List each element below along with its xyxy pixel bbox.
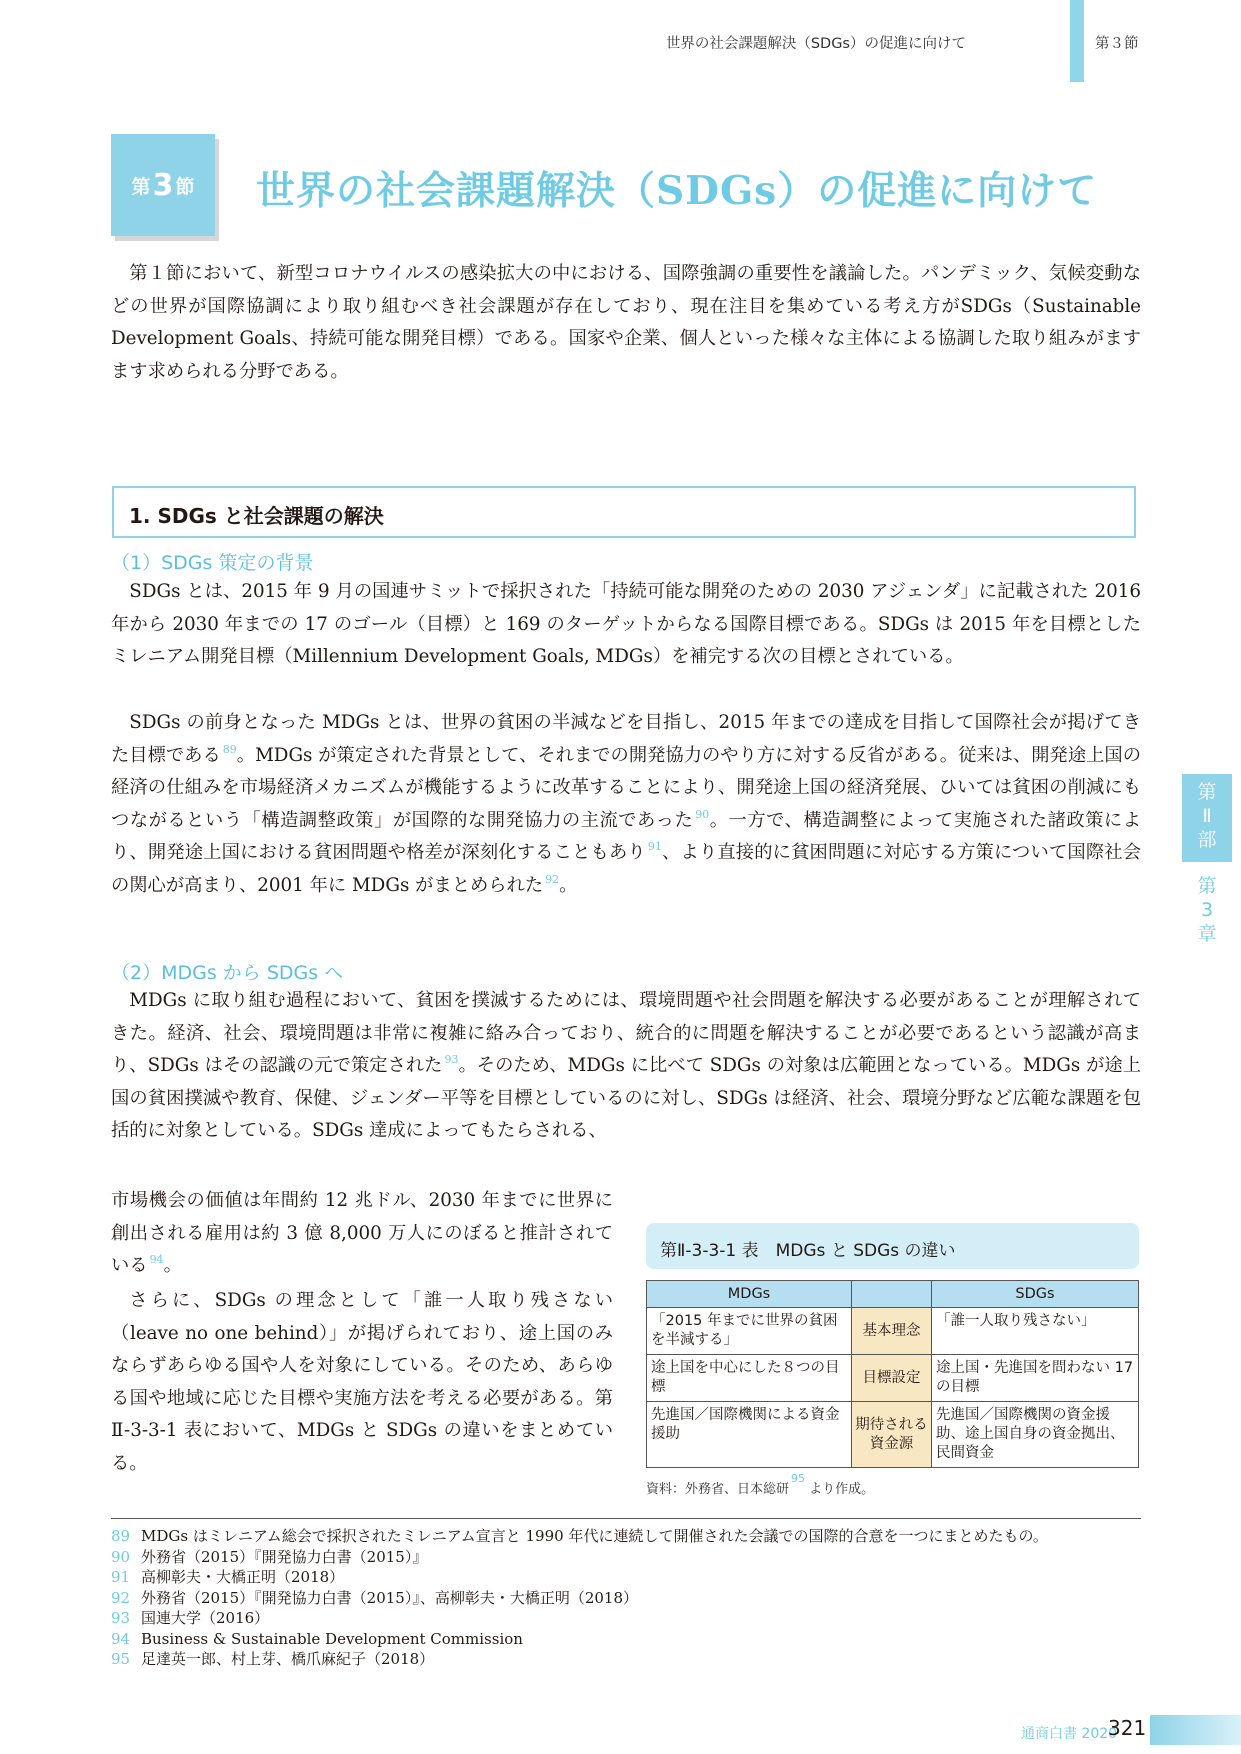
footnote-item <box>111 1547 427 1568</box>
sub2-p1-text-b: 。そのため、MDGs に比べて SDGs の対象は広範囲となっている。MDGs が途上国の貧困撲滅や教育、保健、ジェンダー平等を目標としているのに対し、SDGs は経済、社会、環境分野など広範な課題を包括的に対象としている。SDGs 達成によってもたらされる、 <box>111 1055 1141 1142</box>
section-title: 世界の社会課題解決（SDGs）の促進に向けて <box>256 168 1098 214</box>
footnote-text: Business & Sustainable Development Commission <box>141 1629 523 1648</box>
table-row <box>647 1402 1139 1468</box>
section-badge-pre: 第 <box>131 175 151 198</box>
footnote-ref-93[interactable]: 93 <box>444 1053 459 1067</box>
sub2-p1-text-a: MDGs に取り組む過程において、貧困を撲滅するためには、環境問題や社会問題を解決する必要があることが理解されてきた。経済、社会、環境問題は非常に複雑に絡み合っており、統合的に問題を解決することが必要であるという認識が高まり、SDGs はその認識の元で策定された <box>111 990 1141 1077</box>
sub1-p2-text-e: 。 <box>559 874 578 896</box>
table-caption: 第Ⅱ-3-3-1 表 MDGs と SDGs の違い <box>660 1241 956 1261</box>
sub2-p1-text-d: 。 <box>163 1255 182 1277</box>
sub2-paragraph-2: さらに、SDGs の理念として「誰一人取り残さない（leave no one behind）」が掲げられており、途上国のみならずあらゆる国や人を対象にしている。そのため、あらゆる国や地域に応じた目標や実施方法を考える必要がある。第Ⅱ-3-3-1 表において、MDGs と SDGs の違いをまとめている。 <box>111 1290 613 1474</box>
sub1-p2-text-a: SDGs の前身となった MDGs とは、世界の貧困の半減などを目指し、2015 年までの達成を目指して国際社会が掲げてきた目標である <box>111 712 1141 766</box>
footnote-number: 93 <box>111 1609 131 1627</box>
running-title: 世界の社会課題解決（SDGs）の促進に向けて <box>665 36 966 52</box>
comparison-table <box>646 1280 1139 1468</box>
footer-publication: 通商白書 2020 <box>1021 1726 1118 1742</box>
part-tab-char-2: Ⅱ <box>1202 805 1212 827</box>
part-tab[interactable] <box>1182 774 1232 862</box>
sub1-p2-text-b: 。MDGs が策定された背景として、それまでの開発協力のやり方に対する反省がある。従来は、開発途上国の経済の仕組みを市場経済メカニズムが機能するように改革することにより、開発途上国の経済発展、ひいては貧困の削減にもつながるという「構造調整政策」が国際的な開発協力の主流であった <box>111 744 1142 831</box>
heading-1: 1. SDGs と社会課題の解決 <box>129 504 384 528</box>
table-header-mdgs: MDGs <box>647 1281 852 1308</box>
intro-paragraph: 第１節において、新型コロナウイルスの感染拡大の中における、国際強調の重要性を議論した。パンデミック、気候変動などの世界が国際協調により取り組むべき社会課題が存在しており、現在注目を集めている考え方がSDGs（Sustainable Development Goals、持続可能な開発目標）である。国家や企業、個人といった様々な主体による協調した取り組みがますます求められる分野である。 <box>111 263 1141 382</box>
table-header-sdgs: SDGs <box>932 1281 1139 1308</box>
sub2-paragraph-1-cont <box>111 1185 613 1283</box>
sub1-paragraph-2 <box>111 707 1141 903</box>
part-tab-char-3: 部 <box>1197 829 1217 851</box>
footnote-ref-92[interactable]: 92 <box>545 872 560 886</box>
table-row <box>647 1355 1139 1402</box>
table-source-text-a: 資料：外務省、日本総研 <box>646 1482 790 1497</box>
sub2-p1-text-c: 市場機会の価値は年間約 12 兆ドル、2030 年までに世界に創出される雇用は約 3 億 8,000 万人にのぼると推計されている <box>111 1190 613 1277</box>
footnote-number: 92 <box>111 1588 131 1607</box>
footnote-text: 高柳彰夫・大橋正明（2018） <box>141 1568 345 1586</box>
table-cell-mdgs: 先進国／国際機関による資金援助 <box>647 1402 852 1468</box>
table-cell-mdgs: 途上国を中心にした８つの目標 <box>647 1355 852 1402</box>
footer-accent-bar <box>1150 1715 1241 1745</box>
sub1-p2-text-c: 。一方で、構造調整によって実施された諸政策により、開発途上国における貧困問題や格差が深刻化することもあり <box>111 809 1141 864</box>
running-section: 第３節 <box>1095 36 1139 52</box>
footnote-number: 90 <box>111 1547 131 1566</box>
footnote-ref-89[interactable]: 89 <box>222 742 237 756</box>
footnote-ref-91[interactable]: 91 <box>647 840 662 854</box>
table-cell-category: 目標設定 <box>852 1355 932 1402</box>
footnote-text: MDGs はミレニアム総会で採択されたミレニアム宣言と 1990 年代に連続して開催された会議での国際的合意を一つにまとめたもの。 <box>141 1527 1048 1545</box>
table-row <box>647 1308 1139 1355</box>
footnote-number: 91 <box>111 1568 131 1586</box>
table-cell-category: 期待される資金源 <box>852 1402 932 1468</box>
table-cell-sdgs: 「誰一人取り残さない」 <box>932 1308 1139 1355</box>
footnote-item <box>111 1629 523 1650</box>
table-cell-category: 基本理念 <box>852 1308 932 1355</box>
footnote-text: 国連大学（2016） <box>141 1609 270 1627</box>
footnote-text: 外務省（2015）『開発協力白書（2015）』、高柳彰夫・大橋正明（2018） <box>141 1588 639 1607</box>
footnote-ref-94[interactable]: 94 <box>149 1253 164 1267</box>
section-badge-post: 節 <box>175 175 195 198</box>
table-source <box>646 1472 875 1497</box>
footnote-item <box>111 1567 344 1588</box>
footnote-text: 足達英一郎、村上芽、橋爪麻紀子（2018） <box>141 1650 435 1668</box>
header-accent-bar <box>1070 0 1084 82</box>
sub2-paragraph-1 <box>111 985 1141 1148</box>
table-header-row <box>647 1281 1139 1308</box>
chapter-tab-char-3: 章 <box>1197 923 1217 945</box>
table-cell-sdgs: 途上国・先進国を問わない 17 の目標 <box>932 1355 1139 1402</box>
section-badge <box>111 134 215 236</box>
table-caption-box <box>646 1223 1139 1269</box>
table-cell-sdgs: 先進国／国際機関の資金援助、途上国自身の資金拠出、民間資金 <box>932 1402 1139 1468</box>
running-header <box>665 28 1140 56</box>
subheading-2: （2）MDGs から SDGs へ <box>111 962 344 984</box>
footnote-text: 外務省（2015）『開発協力白書（2015）』 <box>141 1547 428 1566</box>
footnote-ref-90[interactable]: 90 <box>695 807 710 821</box>
footnote-item <box>111 1588 638 1609</box>
sub1-paragraph-1: SDGs とは、2015 年 9 月の国連サミットで採択された「持続可能な開発のための 2030 アジェンダ」に記載された 2016 年から 2030 年までの 17 のゴール（目標）と 169 のターゲットからなる国際目標である。SDGs は 2015 年を目標としたミレニアム開発目標（Millennium Development Goals, MDGs）を補完する次の目標とされている。 <box>111 581 1141 668</box>
footnote-ref-95[interactable]: 95 <box>791 1472 806 1485</box>
sub1-p2-text-d: 、より直接的に貧困問題に対応する方策について国際社会の関心が高まり、2001 年に MDGs がまとめられた <box>111 842 1141 896</box>
footnote-item <box>111 1526 1048 1547</box>
subheading-1: （1）SDGs 策定の背景 <box>111 552 314 574</box>
table-header-blank <box>852 1281 932 1308</box>
footnote-divider <box>111 1518 1141 1519</box>
footnote-number: 95 <box>111 1650 131 1668</box>
section-badge-number: 3 <box>152 167 174 203</box>
footnote-item <box>111 1649 434 1670</box>
chapter-tab-char-1: 第 <box>1197 875 1217 897</box>
footnote-number: 94 <box>111 1629 131 1648</box>
footnote-number: 89 <box>111 1527 131 1545</box>
part-tab-char-1: 第 <box>1197 781 1217 803</box>
footnote-item <box>111 1608 269 1629</box>
heading-1-box <box>112 486 1136 538</box>
chapter-tab-char-2: 3 <box>1200 899 1214 921</box>
table-source-text-b: より作成。 <box>809 1482 875 1497</box>
page-number: 321 <box>1108 1716 1147 1740</box>
table-cell-mdgs: 「2015 年までに世界の貧困を半減する」 <box>647 1308 852 1355</box>
chapter-tab[interactable] <box>1182 874 1232 946</box>
